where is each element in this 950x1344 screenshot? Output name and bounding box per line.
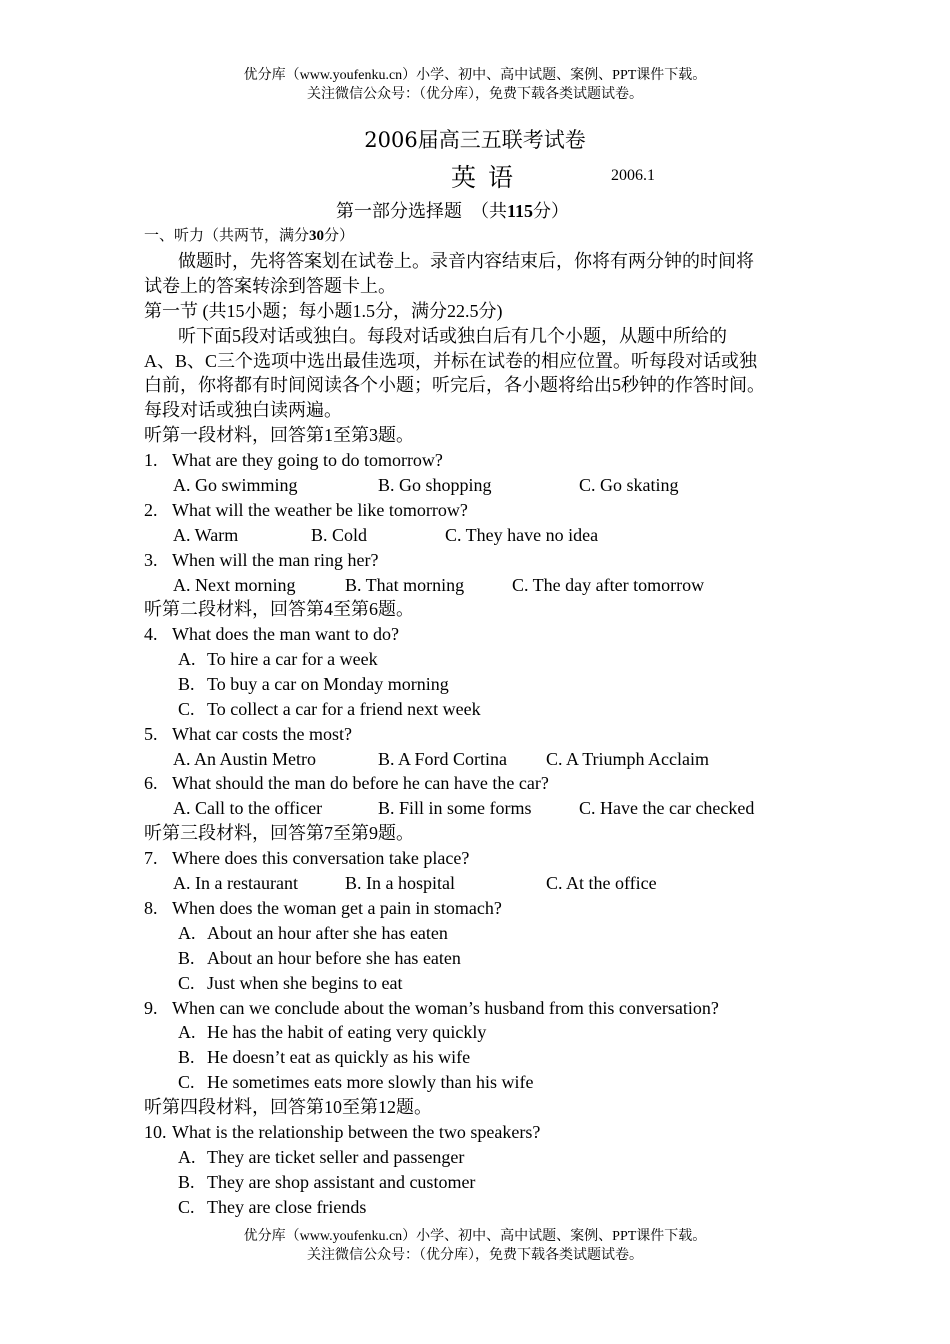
section1-line-4: 每段对话或独白读两遍。	[144, 400, 342, 420]
section1-line-1: 听下面5段对话或独白。每段对话或独白后有几个小题，从题中所给的	[178, 326, 727, 346]
q7-option-b[interactable]: B. In a hospital	[345, 873, 455, 893]
q3-option-a[interactable]: A. Next morning	[173, 575, 296, 595]
q4-option-b[interactable]: B. To buy a car on Monday morning	[178, 674, 449, 694]
part1-heading: 第一部分选择题 （共115分）	[336, 201, 570, 221]
question-text: What does the man want to do?	[172, 624, 399, 644]
q8-option-a[interactable]: A. About an hour after she has eaten	[178, 923, 448, 943]
q4-option-c[interactable]: C. To collect a car for a friend next week	[178, 699, 481, 719]
q7-option-a[interactable]: A. In a restaurant	[173, 873, 298, 893]
question-text: What car costs the most?	[172, 724, 352, 744]
question-8	[144, 896, 502, 920]
question-number: 5.	[144, 724, 158, 744]
q9-option-a[interactable]: A. He has the habit of eating very quickly	[178, 1022, 487, 1042]
q9-option-b[interactable]: B. He doesn’t eat as quickly as his wife	[178, 1047, 471, 1067]
question-5	[144, 722, 352, 746]
q2-option-c[interactable]: C. They have no idea	[445, 525, 599, 545]
intro-line-2: 试卷上的答案转涂到答题卡上。	[144, 276, 396, 296]
q3-option-c[interactable]: C. The day after tomorrow	[512, 575, 705, 595]
header-line-1: 优分库（www.youfenku.cn）小学、初中、高中试题、案例、PPT课件下载。	[243, 68, 707, 83]
question-number: 9.	[144, 998, 158, 1018]
question-9	[144, 996, 719, 1020]
exam-date: 2006.1	[611, 167, 655, 184]
question-text: When will the man ring her?	[172, 550, 379, 570]
q10-option-b[interactable]: B. They are shop assistant and customer	[178, 1172, 476, 1192]
q1-option-b[interactable]: B. Go shopping	[378, 475, 492, 495]
q10-option-a[interactable]: A. They are ticket seller and passenger	[178, 1147, 465, 1167]
question-2	[144, 498, 468, 522]
q1-option-c[interactable]: C. Go skating	[579, 475, 679, 495]
question-6	[144, 771, 549, 795]
q2-option-a[interactable]: A. Warm	[173, 525, 239, 545]
q8-option-c[interactable]: C. Just when she begins to eat	[178, 973, 403, 993]
section1-heading: 第一节 (共15小题；每小题1.5分，满分22.5分)	[144, 301, 503, 321]
question-number: 2.	[144, 500, 158, 520]
question-number: 4.	[144, 624, 158, 644]
question-number: 3.	[144, 550, 158, 570]
material-4-heading: 听第四段材料，回答第10至第12题。	[144, 1097, 432, 1117]
section1-line-3: 白前，你将都有时间阅读各个小题；听完后，各小题将给出5秒钟的作答时间。	[144, 375, 765, 395]
question-number: 7.	[144, 848, 158, 868]
q8-option-b[interactable]: B. About an hour before she has eaten	[178, 948, 461, 968]
material-2-heading: 听第二段材料，回答第4至第6题。	[144, 599, 414, 619]
q5-option-a[interactable]: A. An Austin Metro	[173, 749, 317, 769]
q5-option-b[interactable]: B. A Ford Cortina	[378, 749, 508, 769]
question-7	[144, 846, 469, 870]
material-3-heading: 听第三段材料，回答第7至第9题。	[144, 823, 414, 843]
q10-option-c[interactable]: C. They are close friends	[178, 1197, 367, 1217]
intro-line-1: 做题时，先将答案划在试卷上。录音内容结束后，你将有两分钟的时间将	[178, 251, 754, 271]
question-number: 6.	[144, 773, 158, 793]
question-text: What will the weather be like tomorrow?	[172, 500, 468, 520]
question-text: What is the relationship between the two speakers?	[172, 1122, 541, 1142]
q6-option-c[interactable]: C. Have the car checked	[579, 798, 755, 818]
exam-title: 2006届高三五联考试卷	[364, 128, 586, 152]
footer-line-2: 关注微信公众号：（优分库），免费下载各类试题试卷。	[307, 1248, 643, 1263]
question-text: What should the man do before he can have the car?	[172, 773, 549, 793]
q9-option-c[interactable]: C. He sometimes eats more slowly than his wife	[178, 1072, 534, 1092]
q2-option-b[interactable]: B. Cold	[311, 525, 368, 545]
q1-option-a[interactable]: A. Go swimming	[173, 475, 298, 495]
q3-option-b[interactable]: B. That morning	[345, 575, 465, 595]
question-text: When does the woman get a pain in stomach?	[172, 898, 502, 918]
question-text: Where does this conversation take place?	[172, 848, 470, 868]
q6-option-a[interactable]: A. Call to the officer	[173, 798, 323, 818]
question-3	[144, 548, 378, 572]
question-number: 8.	[144, 898, 158, 918]
listening-heading: 一、听力（共两节，满分30分）	[144, 228, 355, 244]
material-1-heading: 听第一段材料，回答第1至第3题。	[144, 425, 414, 445]
footer-line-1: 优分库（www.youfenku.cn）小学、初中、高中试题、案例、PPT课件下载。	[243, 1229, 707, 1244]
question-number: 1.	[144, 450, 158, 470]
q4-option-a[interactable]: A. To hire a car for a week	[178, 649, 378, 669]
q7-option-c[interactable]: C. At the office	[546, 873, 657, 893]
question-10	[144, 1120, 540, 1144]
question-text: When can we conclude about the woman’s husband from this conversation?	[172, 998, 719, 1018]
header-line-2: 关注微信公众号：（优分库），免费下载各类试题试卷。	[307, 87, 643, 102]
question-4	[144, 622, 399, 646]
question-number: 10.	[144, 1122, 167, 1142]
exam-subject: 英语	[451, 163, 526, 192]
section1-line-2: A、B、C三个选项中选出最佳选项，并标在试卷的相应位置。听每段对话或独	[144, 351, 758, 371]
question-1	[144, 448, 443, 472]
q5-option-c[interactable]: C. A Triumph Acclaim	[546, 749, 710, 769]
q6-option-b[interactable]: B. Fill in some forms	[378, 798, 532, 818]
question-text: What are they going to do tomorrow?	[172, 450, 443, 470]
